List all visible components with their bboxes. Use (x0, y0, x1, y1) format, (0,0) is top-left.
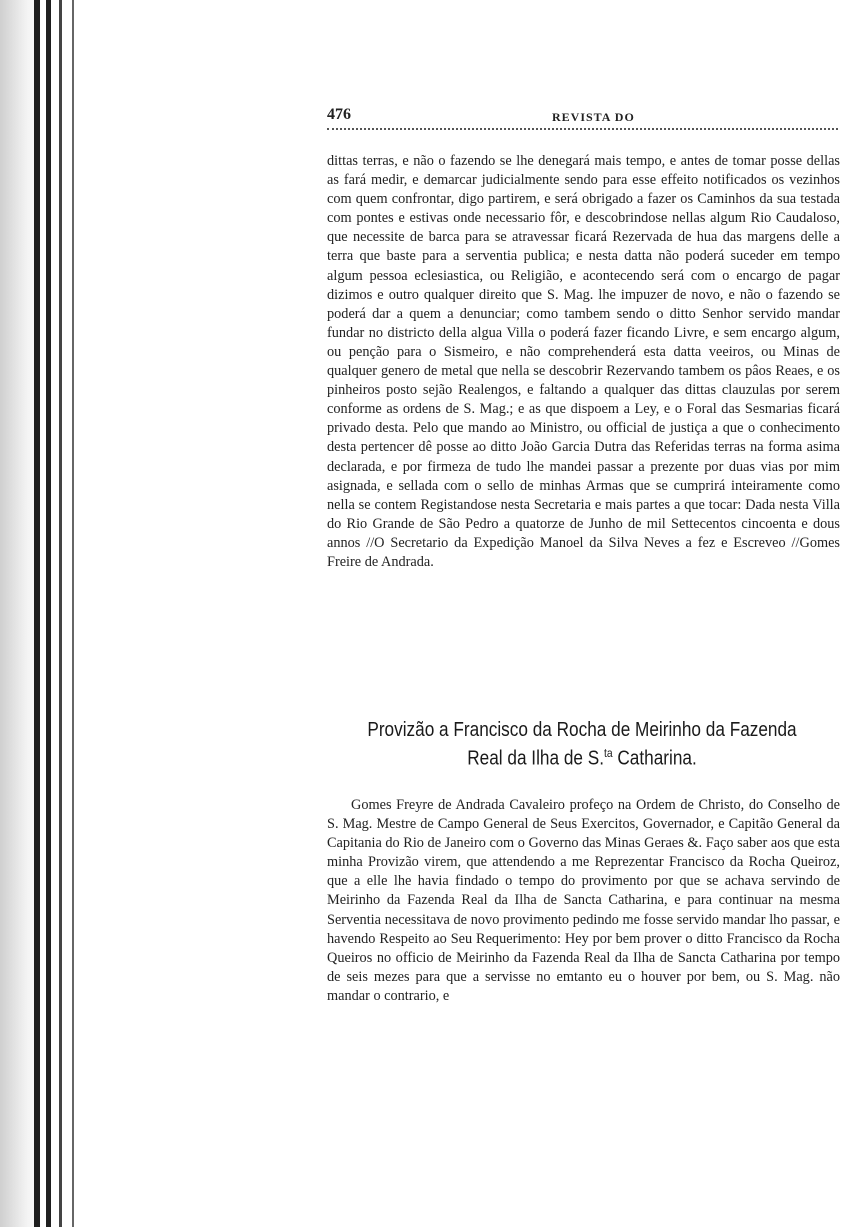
spine-edge-line (34, 0, 40, 1227)
section-title-superscript: ta (603, 746, 613, 760)
continuation-paragraph: dittas terras, e não o fazendo se lhe denegará mais tempo, e antes de tomar posse dellas as fará medir, e demarcar judicialmente sendo para esse effeito notificados os vezinhos com quem confrontar, digo partirem, e será obrigado a fazer os Caminhos da sua testada com pontes e estivas onde necessario fôr, e descobrindose nellas algum Rio Caudaloso, que necessite de barca para se atravessar ficará Rezervada de hua das margens delle a terra que baste para a serventia publica; e nesta datta não poderá suceder em tempo algum pessoa eclesiastica, ou Religião, e acontecendo será com o encargo de pagar dizimos e outro qualquer direito que S. Mag. lhe impuzer de novo, e não o fazendo se poderá dar a quem a denunciar; como tambem sendo o ditto Senhor servido mandar fundar no districto della algua Villa o poderá fazer ficando Livre, e sem encargo algum, ou penção para o Sismeiro, e não comprehenderá esta datta veeiros, ou Minas de qualquer genero de metal que nella se descobrir Rezervando tambem os pâos Reaes, e os pinheiros posto sejão Realengos, e faltando a qualquer das dittas clauzulas por serem conforme as ordens de S. Mag.; e as que dispoem a Ley, e o Foral das Sesmarias ficará privado desta. Pelo que mando ao Ministro, ou official de justiça a que o conhecimento desta pertencer dê posse ao ditto João Garcia Dutra das Referidas terras na forma asima declarada, e por firmeza de tudo lhe mandei passar a prezente por duas vias por mim asignada, e sellada com o sello de minhas Armas que se cumprirá inteiramente como nella se contem Registandose nesta Secretaria e mais partes a que tocar: Dada nesta Villa do Rio Grande de São Pedro a quatorze de Junho de mil Settecentos cincoenta e dous annos //O Secretario da Expedição Manoel da Silva Neves a fez e Escreveo //Gomes Freire de Andrada. (327, 153, 840, 570)
spine-edge-line (46, 0, 51, 1227)
page-number: 476 (327, 106, 351, 123)
book-spine-shadow (0, 0, 86, 1227)
header-rule (327, 128, 838, 130)
section-title (350, 719, 814, 771)
page-header (327, 106, 838, 128)
section-title-main: Provizão a Francisco da Rocha de Meirinho da Fazenda Real da Ilha de S. (367, 719, 797, 770)
spine-edge-line (59, 0, 62, 1227)
running-title: REVISTA DO (552, 110, 635, 124)
section-title-end: Catharina. (612, 747, 697, 770)
section-paragraph: Gomes Freyre de Andrada Cavaleiro profeço na Ordem de Christo, do Conselho de S. Mag. Mestre de Campo General de Seus Exercitos, Governador, e Capitão General da Capitania do Rio de Janeiro com o Governo das Minas Geraes &. Faço saber aos que esta minha Provizão virem, que attendendo a me Reprezentar Francisco da Rocha Queiroz, que a elle lhe havia findado o tempo do provimento por que se achava servindo de Meirinho da Fazenda Real da Ilha de Sancta Catharina, e para continuar na mesma Serventia necessitava de novo provimento pedindo me fosse servido mandar lho passar, e havendo Respeito ao Seu Requerimento: Hey por bem prover o ditto Francisco da Rocha Queiros no officio de Meirinho da Fazenda Real da Ilha de Sancta Catharina por tempo de seis mezes para que a servisse no emtanto eu o houver por bem, ou S. Mag. não mandar o contrario, e (327, 797, 840, 1004)
spine-edge-line (72, 0, 74, 1227)
